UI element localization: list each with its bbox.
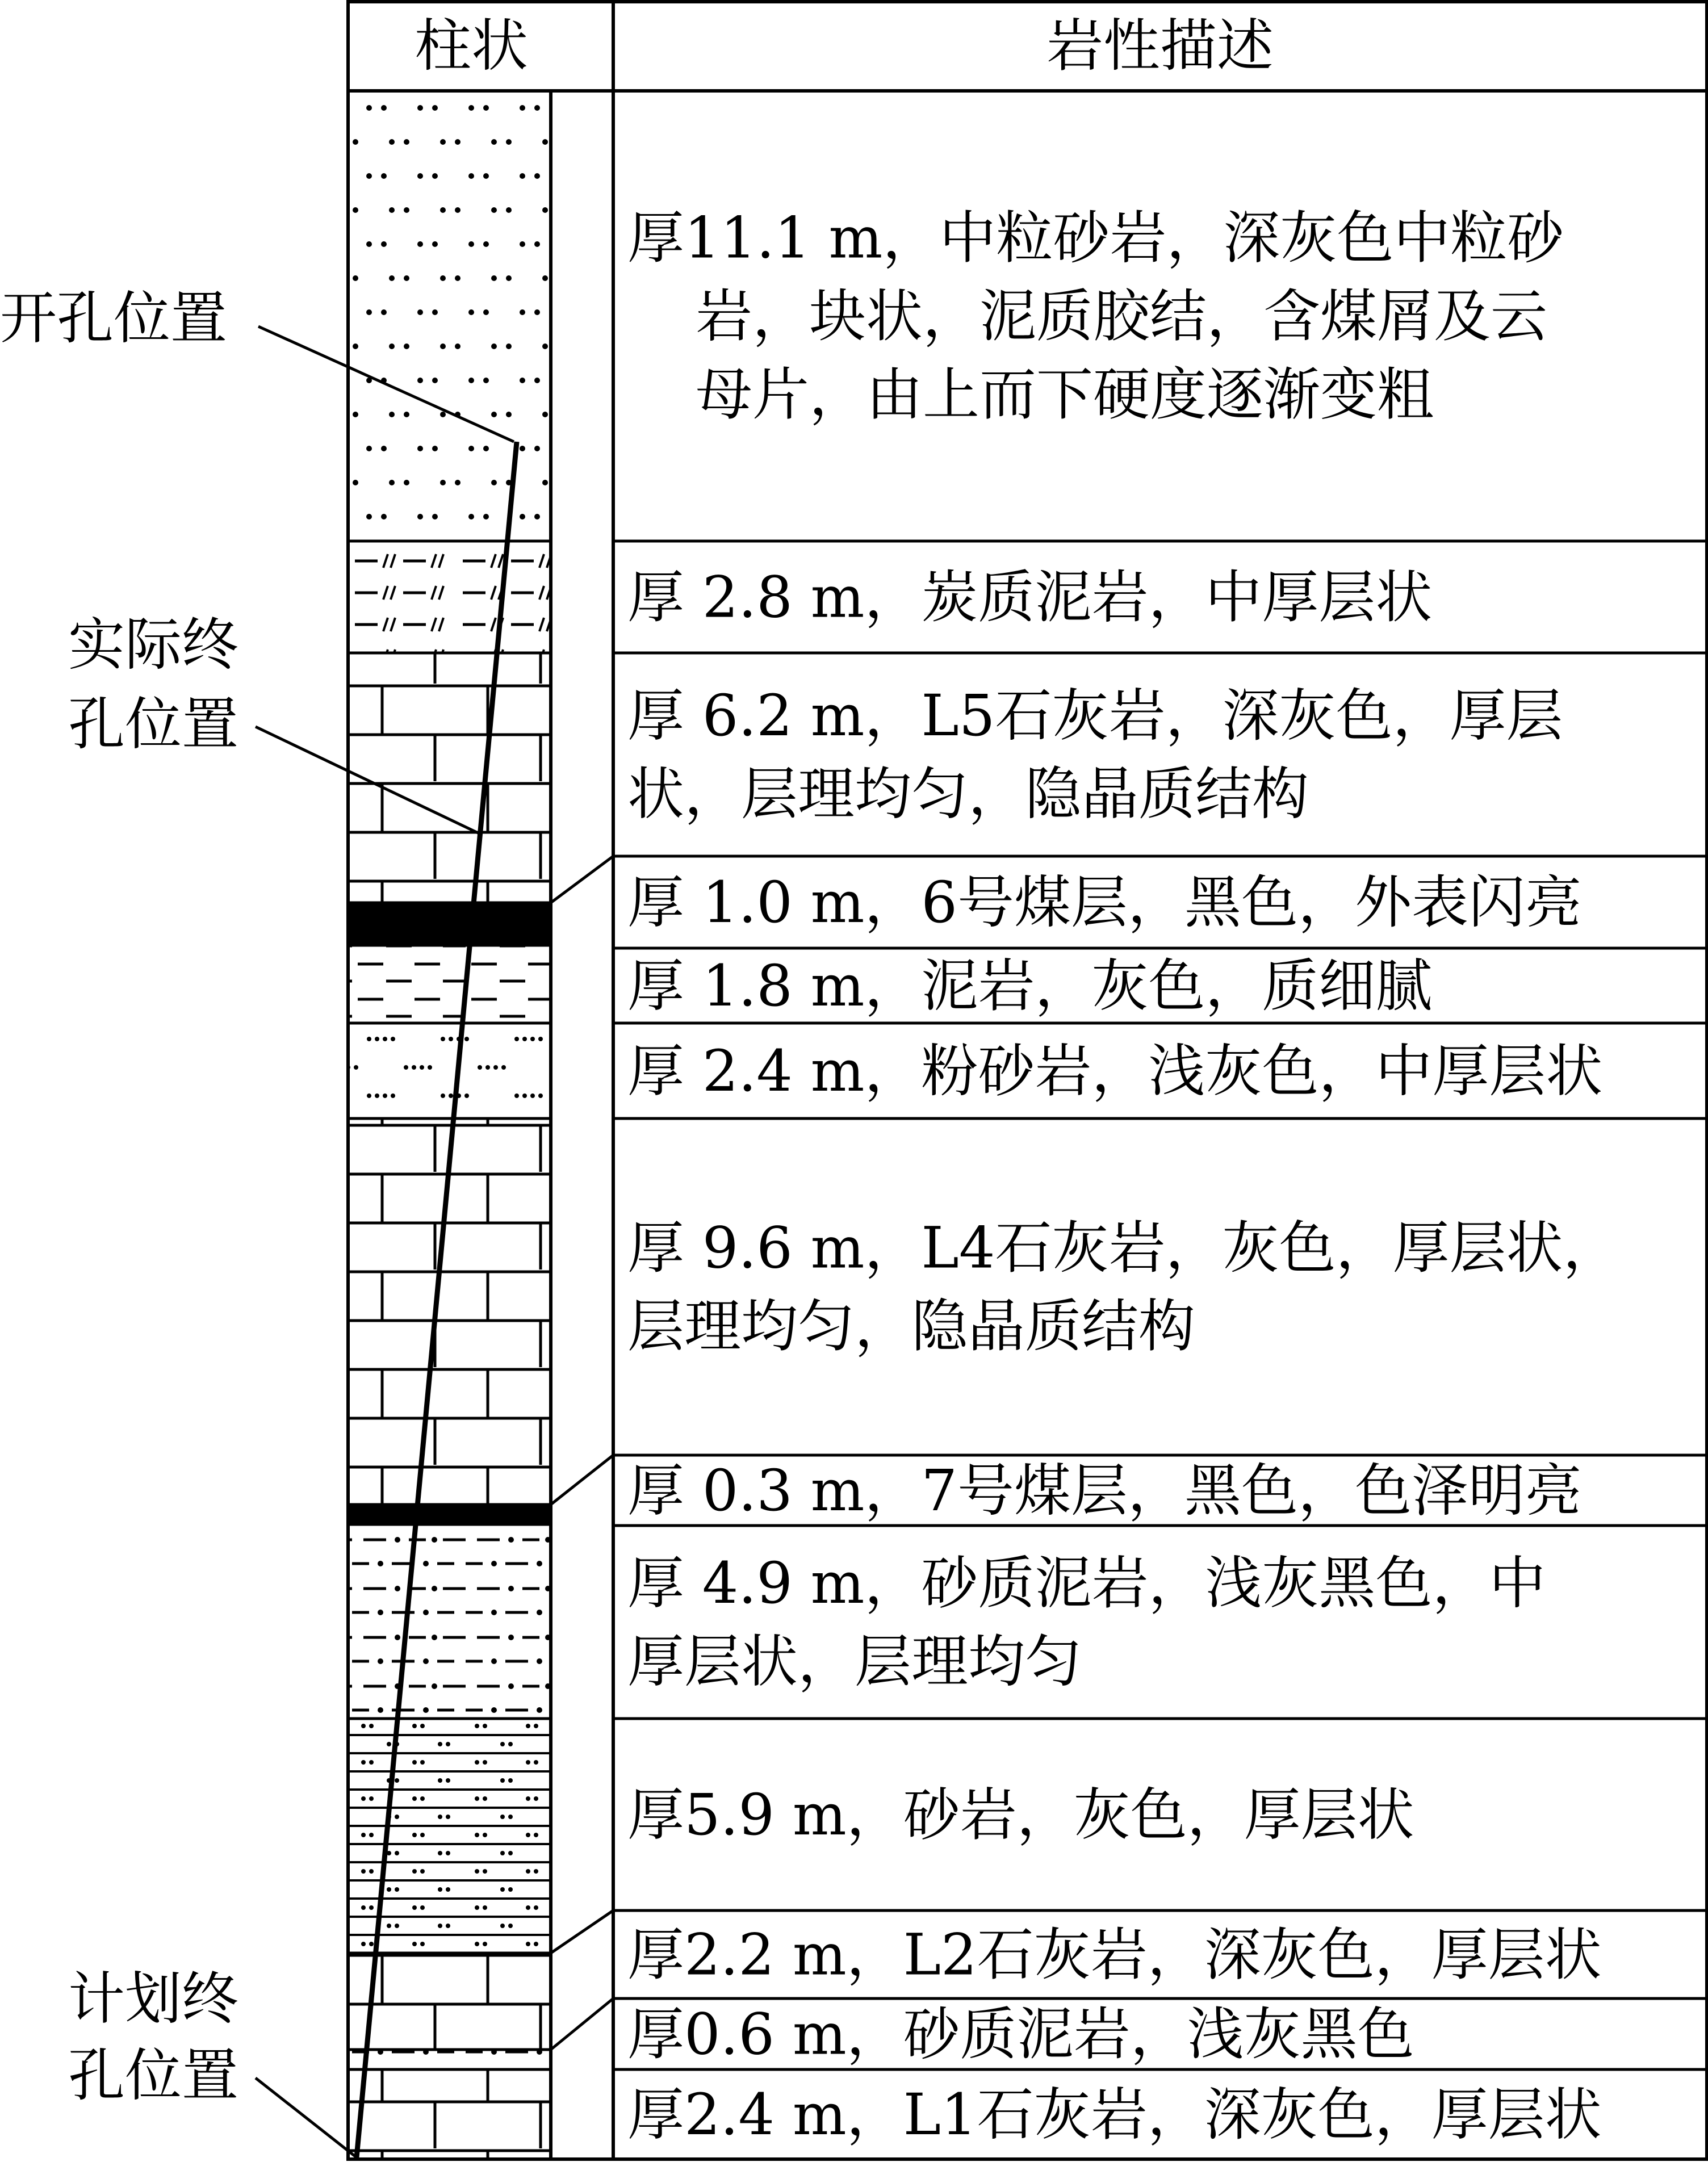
- layer-description-line: 厚 1.0 m，6号煤层，黑色，外表闪亮: [627, 869, 1583, 936]
- layer-pattern-coal: [350, 903, 551, 945]
- planned-end-label-line-2: 孔位置: [68, 2042, 238, 2109]
- layer-pattern-coal: [350, 1505, 551, 1524]
- layer-pattern-siltstone: [350, 1023, 551, 1118]
- layer-description-line: 厚 1.8 m，泥岩，灰色，质细腻: [627, 953, 1433, 1019]
- layer-description-line: 厚 9.6 m，L4石灰岩，灰色，厚层状，: [627, 1214, 1620, 1281]
- layer-description-line: 层理均匀，隐晶质结构: [627, 1293, 1195, 1360]
- layer-description-line: 厚 0.3 m，7号煤层，黑色，色泽明亮: [627, 1457, 1583, 1524]
- layer-pattern-medium-grained-sandstone: [350, 91, 551, 541]
- layer-description-line: 状，层理均匀，隐晶质结构: [627, 761, 1309, 827]
- layer-description-line: 厚 4.9 m，砂质泥岩，浅灰黑色，中: [627, 1550, 1546, 1616]
- actual-end-label-line-2: 孔位置: [68, 691, 238, 757]
- header-description-label: 岩性描述: [1046, 12, 1274, 79]
- layer-pattern-mudstone: [350, 945, 551, 1023]
- layer-description-line: 厚 2.8 m，炭质泥岩，中厚层状: [627, 564, 1433, 631]
- layer-description-line: 厚层状，层理均匀: [627, 1628, 1082, 1695]
- layer-pattern-sandy-mudstone: [350, 2050, 551, 2069]
- layer-description-line: 厚0.6 m，砂质泥岩，浅灰黑色: [627, 2001, 1414, 2068]
- layer-pattern-limestone: [350, 1953, 551, 2050]
- layer-description-line: 厚2.2 m，L2石灰岩，深灰色，厚层状: [627, 1921, 1602, 1988]
- layer-connector-line: [551, 856, 613, 903]
- layer-description-line: 岩，块状，泥质胶结，含煤屑及云: [696, 283, 1547, 350]
- layer-pattern-sandy-mudstone: [350, 1524, 551, 1719]
- header-column-label: 柱状: [415, 12, 528, 79]
- layer-connector-line: [551, 1998, 613, 2050]
- planned-end-leader: [256, 2078, 357, 2157]
- layer-description-line: 厚 6.2 m，L5石灰岩，深灰色，厚层: [627, 682, 1563, 749]
- planned-end-label-line-1: 计划终: [68, 1966, 238, 2032]
- layer-description-line: 厚2.4 m，L1石灰岩，深灰色，厚层状: [627, 2081, 1602, 2148]
- layer-pattern-limestone: [350, 2069, 551, 2159]
- layer-connector-line: [551, 1910, 613, 1953]
- layer-connector-line: [551, 1455, 613, 1505]
- layer-pattern-carbonaceous-mudstone: [350, 541, 551, 653]
- start-position-label: 开孔位置: [0, 285, 227, 351]
- layer-pattern-limestone: [350, 653, 551, 903]
- header-row: [415, 12, 1274, 79]
- lithology-fills: [350, 91, 551, 2159]
- layer-description-line: 母片，由上而下硬度逐渐变粗: [696, 361, 1434, 428]
- layer-description-line: 厚11.1 m，中粒砂岩，深灰色中粒砂: [627, 204, 1564, 271]
- layer-description-line: 厚5.9 m，砂岩，灰色，厚层状: [627, 1782, 1414, 1848]
- layer-descriptions: [627, 205, 1619, 2148]
- layer-description-line: 厚 2.4 m，粉砂岩，浅灰色，中厚层状: [627, 1038, 1603, 1104]
- actual-end-label-line-1: 实际终: [68, 611, 238, 678]
